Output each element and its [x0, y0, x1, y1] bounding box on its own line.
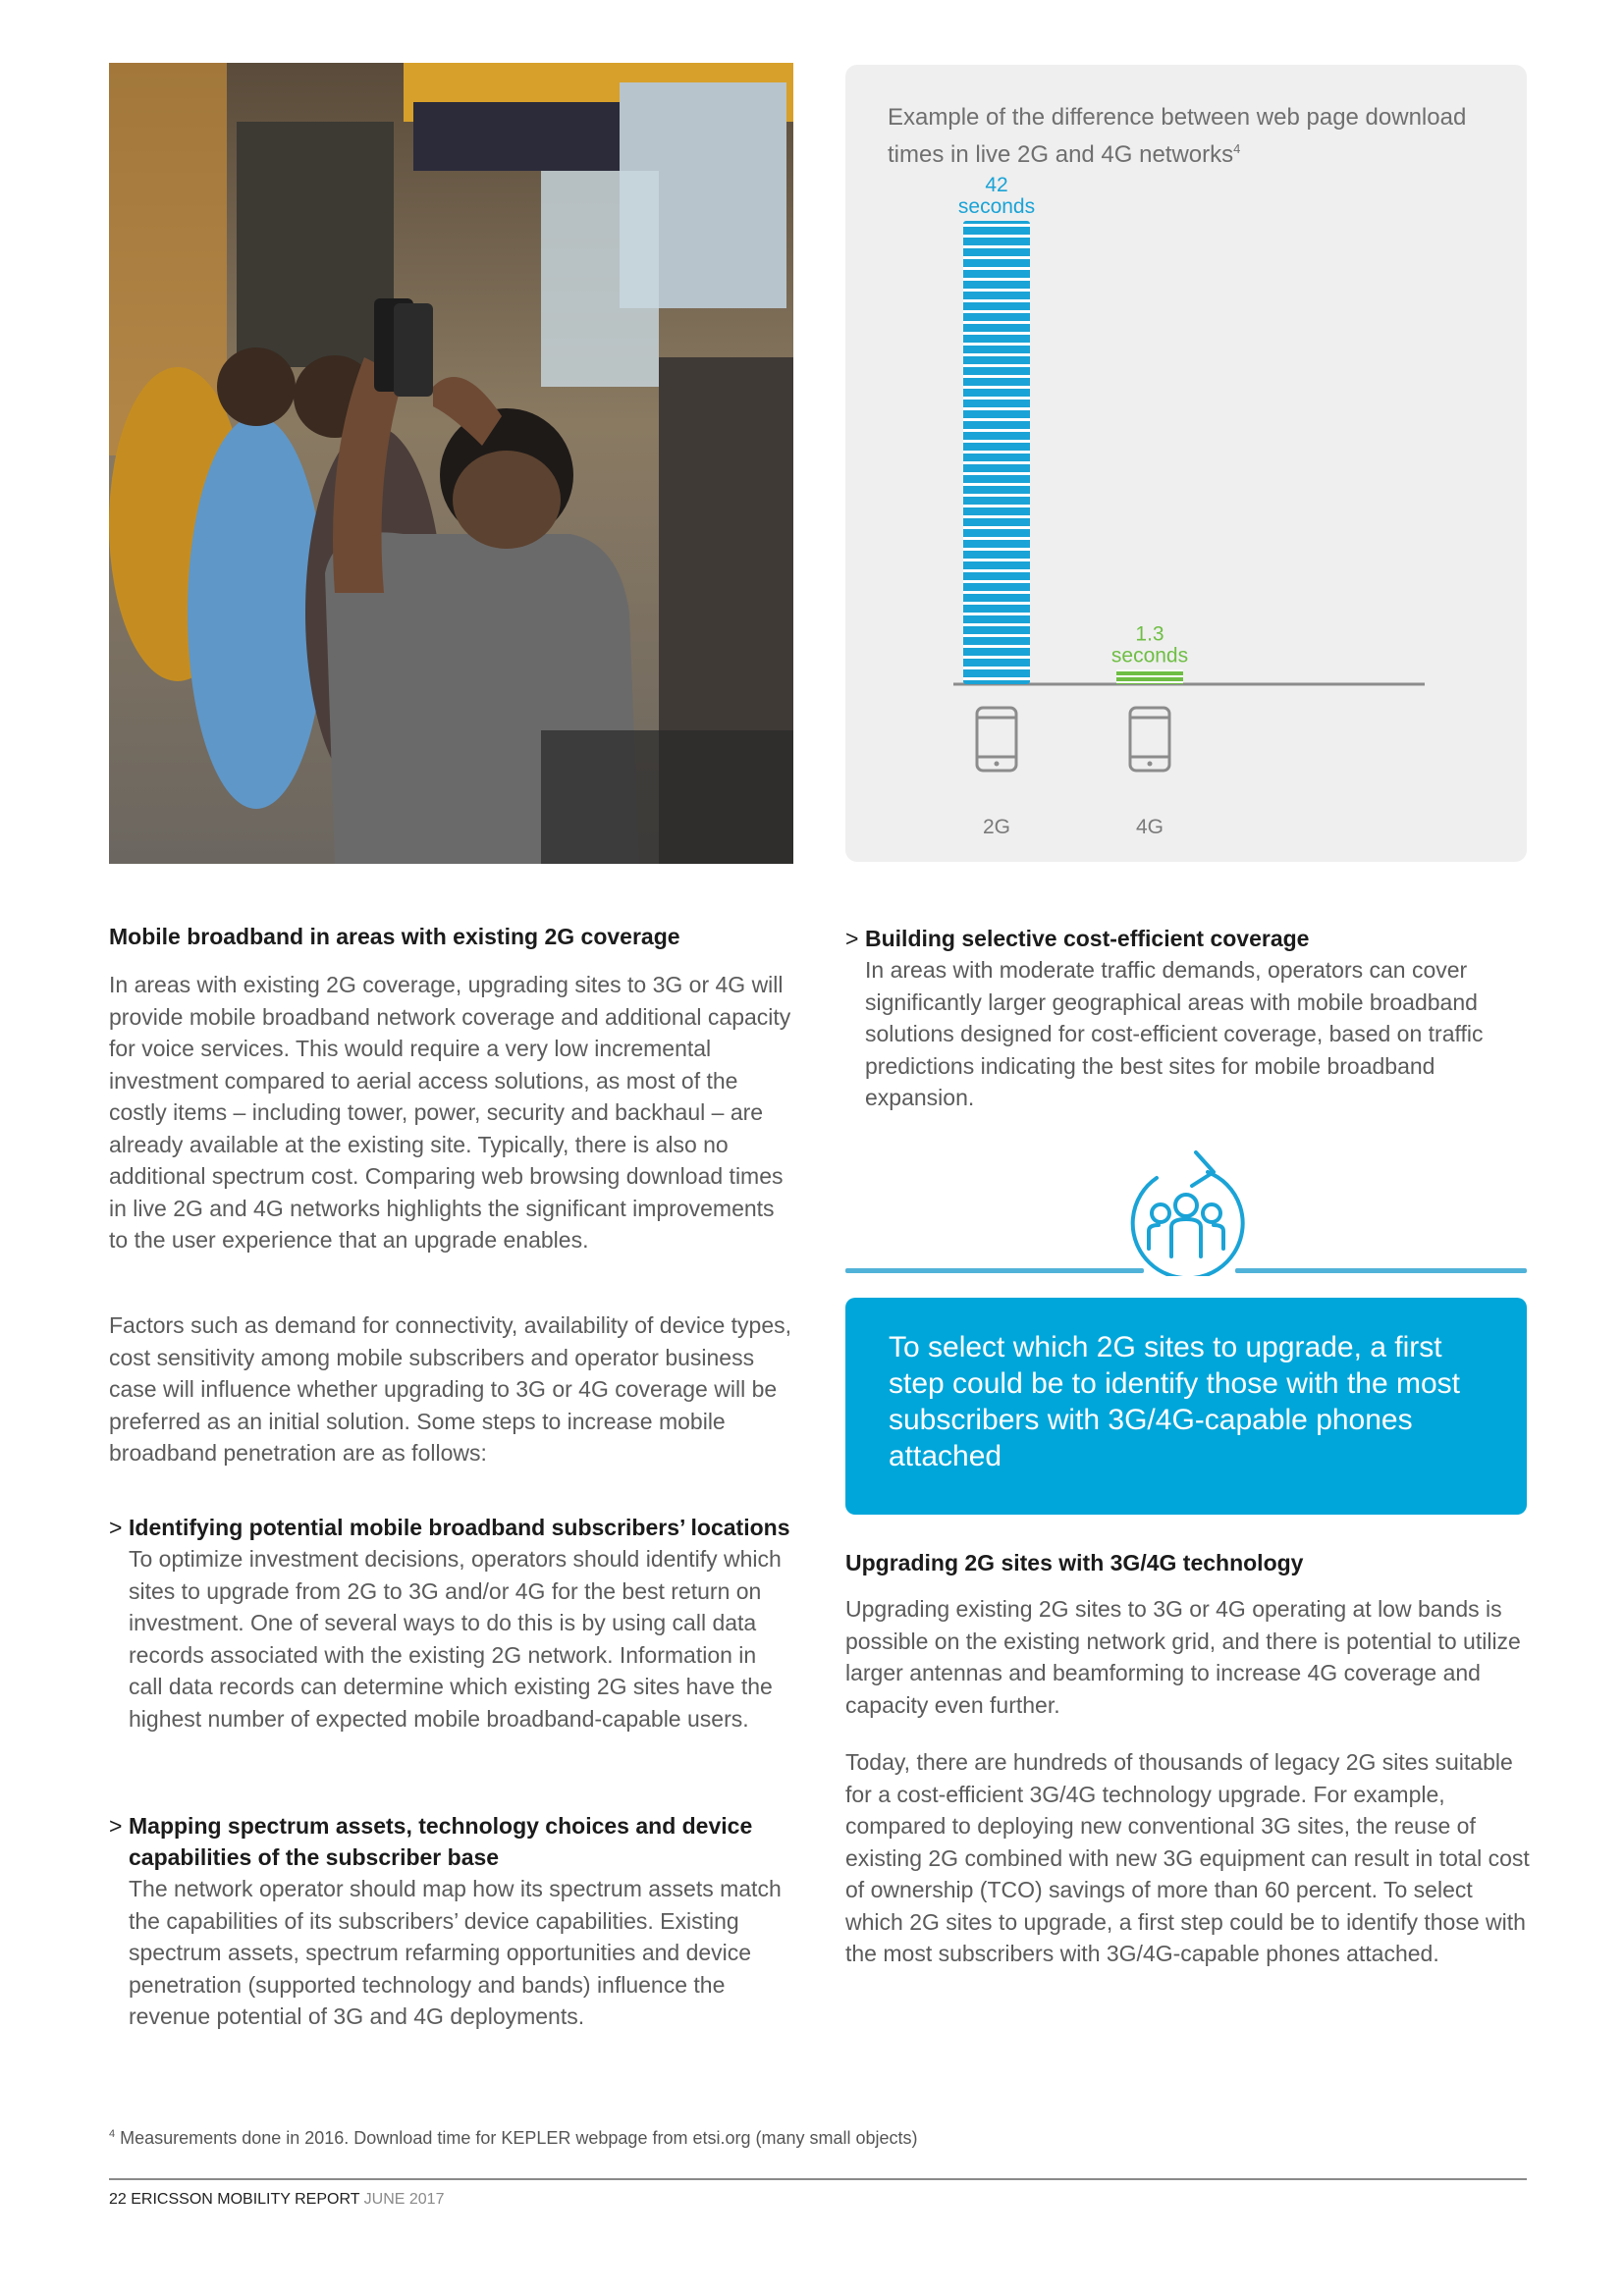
category-label-4g: 4G [1135, 816, 1164, 838]
divider [1235, 1268, 1527, 1273]
bullet-item [109, 1512, 796, 1735]
bullet-text: The network operator should map how its spectrum assets match the capabilities of its subscribers’ device capabilities. Existing spectrum assets, spectrum refarming opportunities and device penetration (supported technology and bands) influence the revenue potential of 3G and 4G deployments. [129, 1876, 782, 2029]
page-number: 22 [109, 2191, 127, 2208]
callout-text: To select which 2G sites to upgrade, a first step could be to identify those with the most subscribers with 3G/4G-capable phones attached [889, 1331, 1460, 1472]
footnote-ref: 4 [109, 2128, 116, 2140]
publication-date: JUNE 2017 [363, 2191, 445, 2208]
footer-divider [109, 2178, 1527, 2180]
value-label-2g-number: 42 [985, 174, 1008, 196]
paragraph: Today, there are hundreds of thousands of legacy 2G sites suitable for a cost-efficient 3G/4G technology upgrade. For example, compared to deploying new conventional 3G sites, the reuse of existing 2G combined with new 3G equipment can result in total cost of ownership (TCO) savings of more than 60 percent. To select which 2G sites to upgrade, a first step could be to identify those with the most subscribers with 3G/4G-capable phones attached. [845, 1749, 1530, 1966]
phone-icon [1130, 708, 1169, 771]
bullet-text: To optimize investment decisions, operators should identify which sites to upgrade from 2G to 3G and/or 4G for the best return on investment. One of several ways to do this is by using call data records associated with the existing 2G network. Information in call data records can determine which existing 2G sites have the highest number of expected mobile broadband-capable users. [129, 1546, 782, 1732]
person-photographing-icon [109, 63, 793, 864]
hero-photo [109, 63, 793, 864]
paragraph: Factors such as demand for connectivity, availability of device types, cost sensitivity among mobile subscribers and operator business case will influence whether upgrading to 3G or 4G coverage will be preferred as an initial solution. Some steps to increase mobile broadband penetration are as follows: [109, 1312, 792, 1466]
bullet-heading: Identifying potential mobile broadband subscribers’ locations [129, 1515, 790, 1540]
paragraph: Upgrading existing 2G sites to 3G or 4G operating at low bands is possible on the existing network grid, and there is potential to utilize larger antennas and beamforming to increase 4G coverage and capacity even further. [845, 1596, 1521, 1718]
bullet-chevron-icon: > [845, 926, 859, 951]
category-label-2g: 2G [982, 816, 1011, 838]
callout-box [845, 1298, 1527, 1515]
publication-name: ERICSSON MOBILITY REPORT [131, 2191, 360, 2208]
bullet-item [845, 923, 1533, 1114]
chart-title-footnote-ref: 4 [1233, 141, 1241, 156]
bar-2g [963, 221, 1030, 684]
bullet-chevron-icon: > [109, 1813, 123, 1839]
phone-icon [977, 708, 1016, 771]
divider [845, 1268, 1144, 1273]
icon-area [845, 1139, 1527, 1276]
bullet-item [109, 1810, 796, 2033]
paragraph: In areas with existing 2G coverage, upgrading sites to 3G or 4G will provide mobile broadband network coverage and additional capacity for voice services. This would require a very low incremental investment compared to aerial access solutions, as most of the costly items – including tower, power, security and backhaul – are already available at the existing site. Typically, there is also no additional spectrum cost. Comparing web browsing download times in live 2G and 4G networks highlights the significant improvements to the user experience that an upgrade enables. [109, 972, 791, 1253]
bullet-heading: Mapping spectrum assets, technology choices and device capabilities of the subscriber base [129, 1813, 753, 1870]
page-footer [109, 2191, 444, 2209]
section-heading-2g-coverage: Mobile broadband in areas with existing 2G coverage [109, 924, 680, 949]
chart-panel [845, 65, 1527, 862]
people-upgrade-icon [845, 1139, 1527, 1276]
bar-4g [1116, 669, 1183, 684]
value-label-2g-unit: seconds [957, 195, 1036, 218]
footnote-text: Measurements done in 2016. Download time for KEPLER webpage from etsi.org (many small objects) [120, 2128, 918, 2148]
value-label-4g-unit: seconds [1110, 644, 1189, 667]
section-heading-upgrading: Upgrading 2G sites with 3G/4G technology [845, 1550, 1304, 1575]
chart-title-text: Example of the difference between web page download times in live 2G and 4G networks [888, 104, 1467, 168]
footnote [109, 2128, 1287, 2149]
bullet-text: In areas with moderate traffic demands, operators can cover significantly larger geographical areas with mobile broadband solutions designed for cost-efficient coverage, based on traffic predictions indicating the best sites for mobile broadband expansion. [865, 957, 1484, 1110]
bar-chart [845, 65, 1527, 862]
bullet-chevron-icon: > [109, 1515, 123, 1540]
bullet-heading: Building selective cost-efficient coverage [865, 926, 1310, 951]
value-label-4g-number: 1.3 [1135, 622, 1164, 646]
